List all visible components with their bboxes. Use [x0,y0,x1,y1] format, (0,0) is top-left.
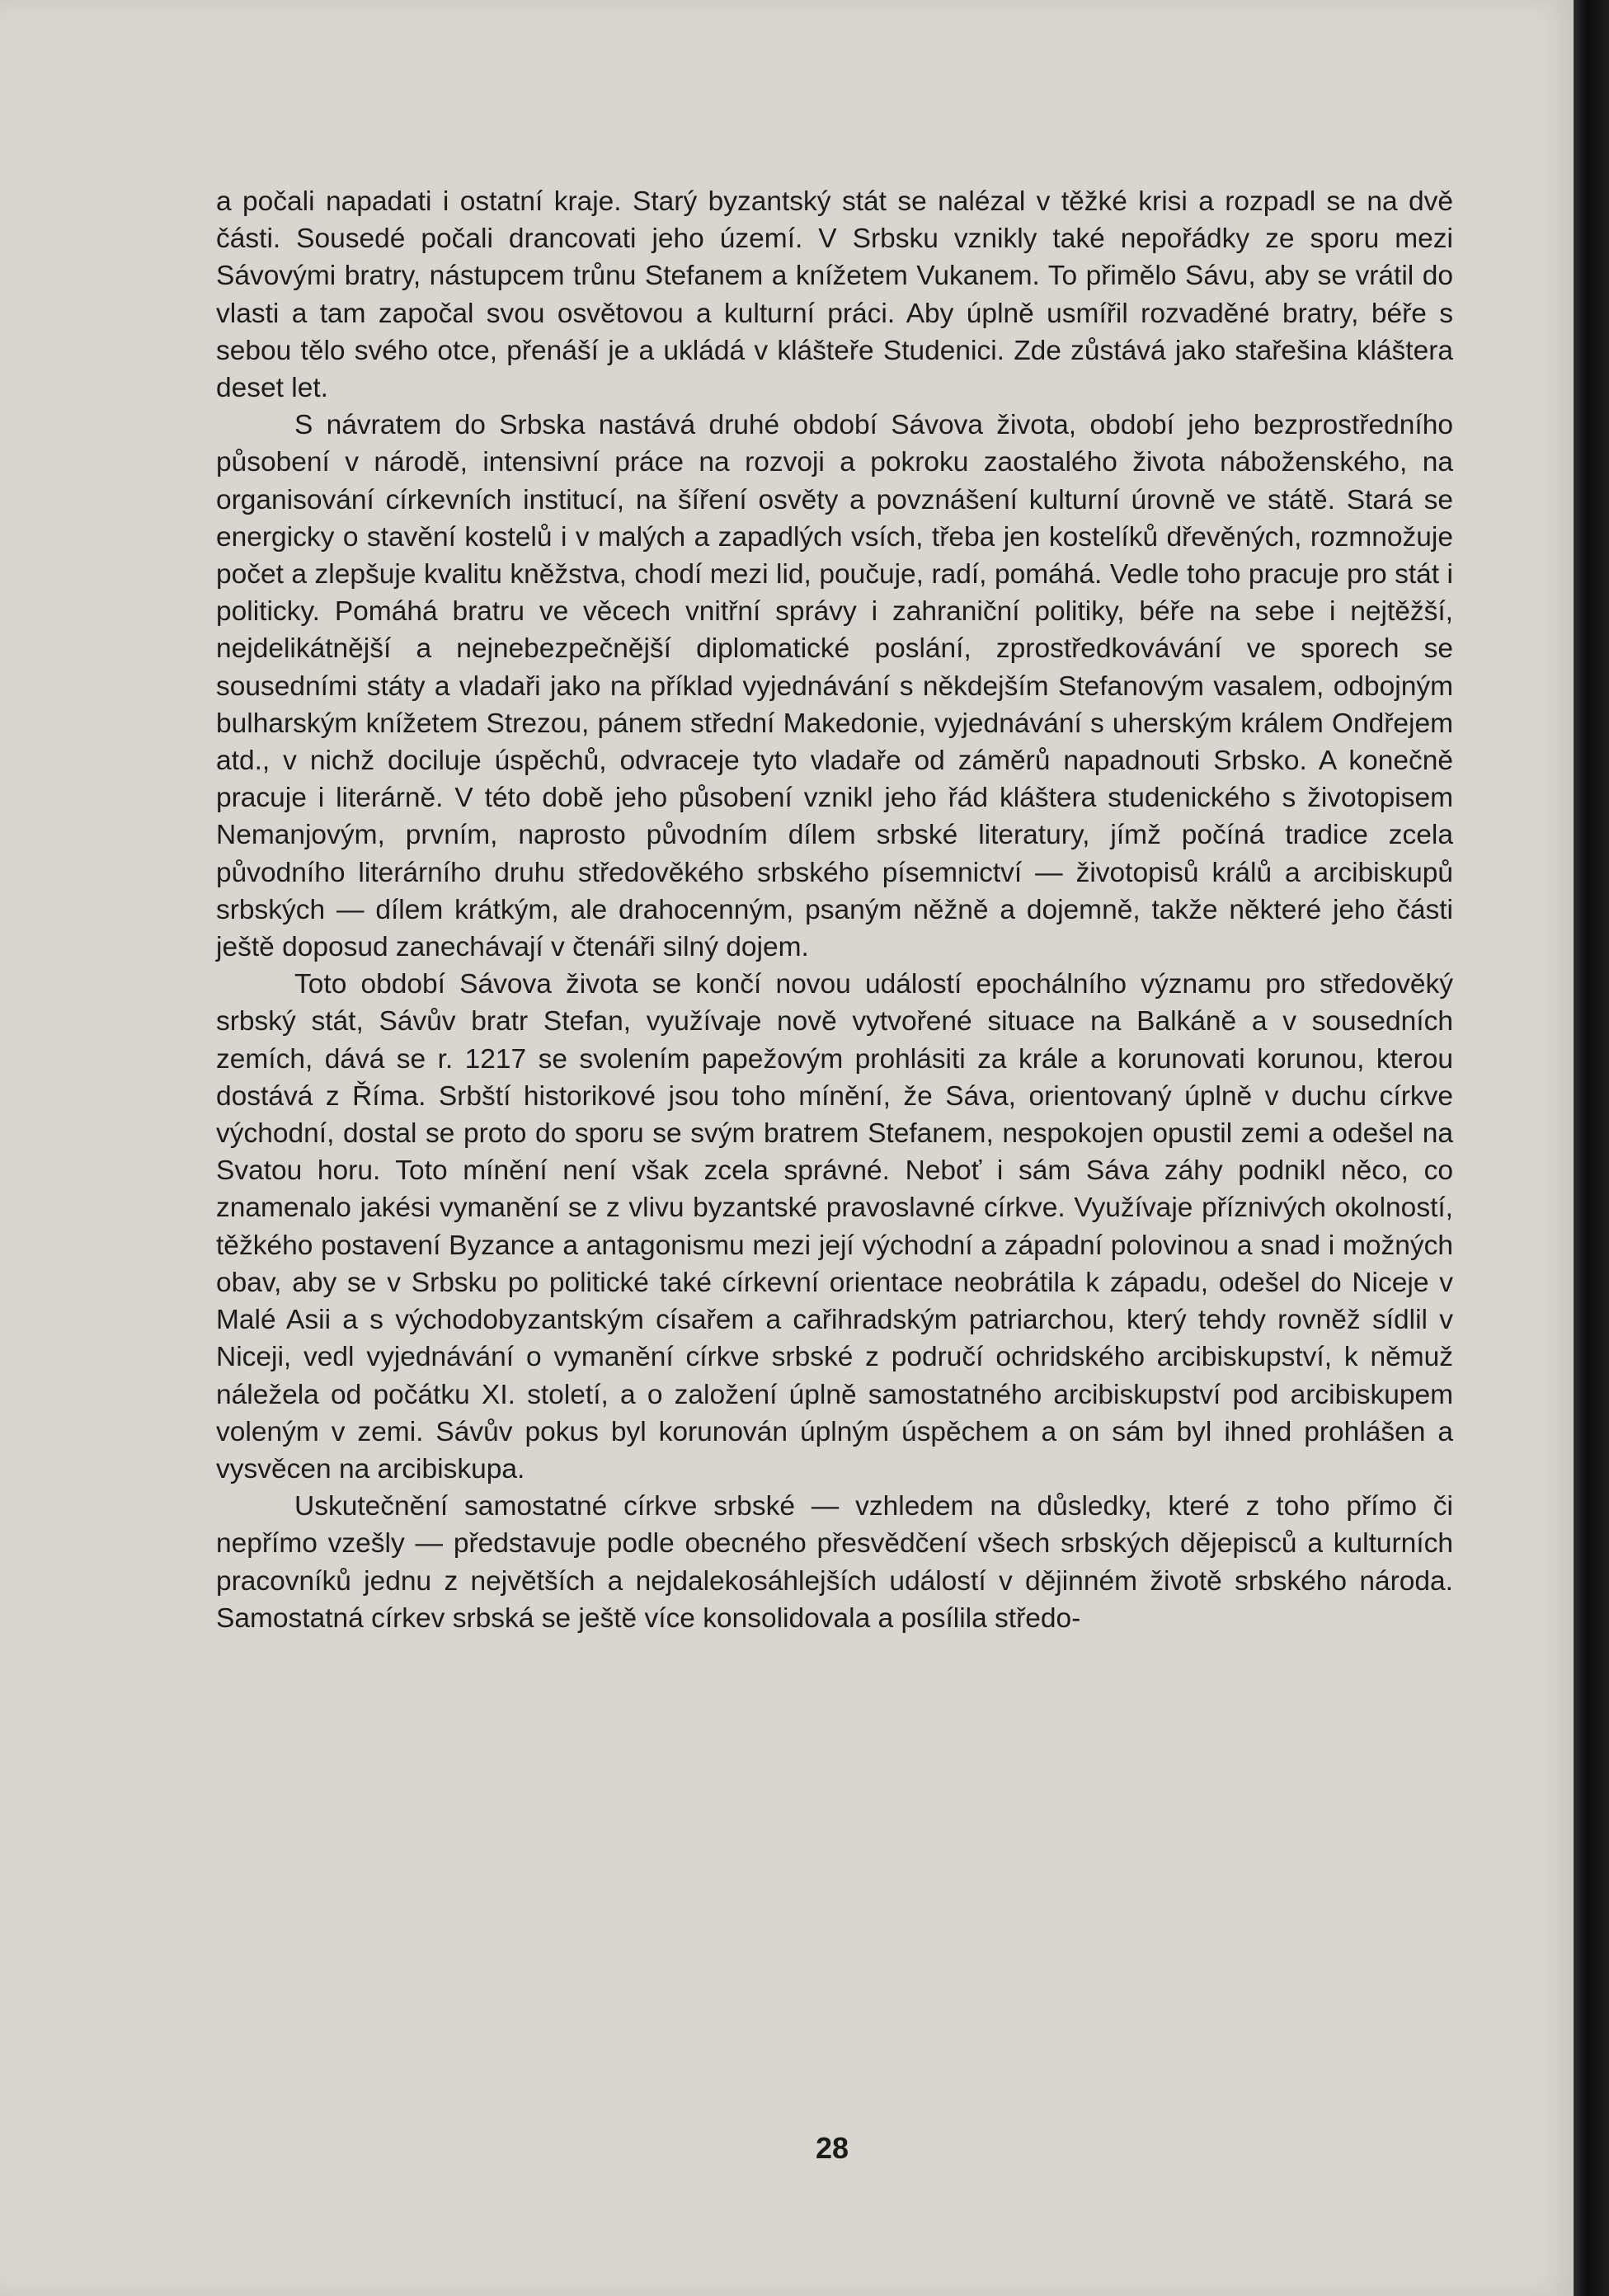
paragraph-4: Uskutečnění samostatné církve srbské — vzhledem na důsledky, které z toho přímo či nepřímo vzešly — představuje podle obecného přesvědčení všech srbských dějepisců a kulturních pracovníků jednu z největších a nejdalekosáhlejších událostí v dějinném životě srbského národa. Samostatná církev srbská se ještě více konsolidovala a posílila středo- [216,1491,1453,1634]
paragraph-3: Toto období Sávova života se končí novou událostí epochálního významu pro středověký srbský stát, Sávův bratr Stefan, využívaje nově vytvořené situace na Balkáně a v sousedních zemích, dává se r. 1217 se svolením papežovým prohlásiti za krále a korunovati korunou, kterou dostává z Říma. Srbští historikové jsou toho mínění, že Sáva, orientovaný úplně v duchu církve východní, dostal se proto do sporu se svým bratrem Stefanem, nespokojen opustil zemi a odešel na Svatou horu. Toto mínění není však zcela správné. Neboť i sám Sáva záhy podnikl něco, co znamenalo jakési vymanění se z vlivu byzantské pravoslavné církve. Využívaje příznivých okolností, těžkého postavení Byzance a antagonismu mezi její východní a západní polovinou a snad i možných obav, aby se v Srbsku po politické také církevní orientace neobrátila k západu, odešel do Niceje v Malé Asii a s východobyzantským císařem a cařihradským patriarchou, který tehdy rovněž sídlil v Niceji, vedl vyjednávání o vymanění církve srbské z područí ochridského arcibiskupství, k němuž náležela od počátku XI. století, a o založení úplně samostatného arcibiskupství pod arcibiskupem voleným v zemi. Sávův pokus byl korunován úplným úspěchem a on sám byl ihned prohlášen a vysvěcen na arcibiskupa. [216,969,1453,1484]
paragraph-2: S návratem do Srbska nastává druhé období Sávova života, období jeho bezprostředního působení v národě, intensivní práce na rozvoji a pokroku zaostalého života náboženského, na organisování církevních institucí, na šíření osvěty a povznášení kulturní úrovně ve státě. Stará se energicky o stavění kostelů i v malých a zapadlých vsích, třeba jen kostelíků dřevěných, rozmnožuje počet a zlepšuje kvalitu kněžstva, chodí mezi lid, poučuje, radí, pomáhá. Vedle toho pracuje pro stát i politicky. Pomáhá bratru ve věcech vnitřní správy i zahraniční politiky, béře na sebe i nejtěžší, nejdelikátnější a nejnebezpečnější diplomatické poslání, zprostředkovávání ve sporech se sousedními státy a vladaři jako na příklad vyjednávání s někdejším Stefanovým vasalem, odbojným bulharským knížetem Strezou, pánem střední Makedonie, vyjednávání s uherským králem Ondřejem atd., v nichž dociluje úspěchů, odvraceje tyto vladaře od záměrů napadnouti Srbsko. A konečně pracuje i literárně. V této době jeho působení vznikl jeho řád kláštera studenického s životopisem Nemanjovým, prvním, naprosto původním dílem srbské literatury, jímž počíná tradice zcela původního literárního druhu středověkého srbského písemnictví — životopisů králů a arcibiskupů srbských — dílem krátkým, ale drahocenným, psaným něžně a dojemně, takže některé jeho části ještě doposud zanechávají v čtenáři silný dojem. [216,410,1453,963]
body-text [216,183,1453,1637]
paragraph-1: a počali napadati i ostatní kraje. Starý byzantský stát se nalézal v těžké krisi a rozpadl se na dvě části. Sousedé počali drancovati jeho území. V Srbsku vznikly také nepořádky ze sporu mezi Sávovými bratry, nástupcem trůnu Stefanem a knížetem Vukanem. To přimělo Sávu, aby se vrátil do vlasti a tam započal svou osvětovou a kulturní práci. Aby úplně usmířil rozvaděné bratry, béře s sebou tělo svého otce, přenáší je a ukládá v klášteře Studenici. Zde zůstává jako stařešina kláštera deset let. [216,186,1453,404]
binding-edge [1574,0,1609,2296]
page-number: 28 [815,2131,849,2165]
